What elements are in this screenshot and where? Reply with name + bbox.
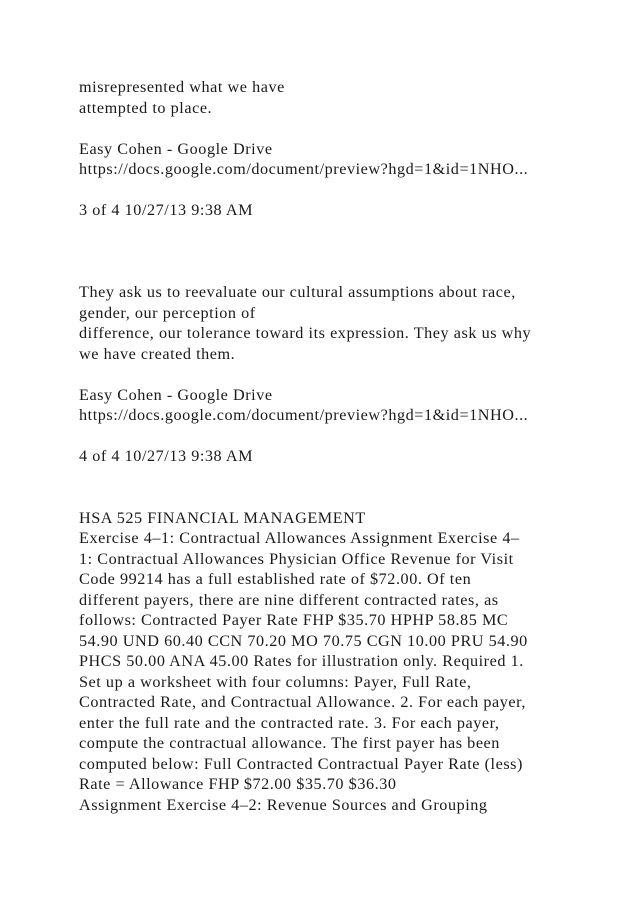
text-line: Set up a worksheet with four columns: Payer, Full Rate, xyxy=(79,672,472,691)
text-line: attempted to place. xyxy=(79,98,213,117)
footer-url: https://docs.google.com/document/preview?hgd=1&id=1NHO... xyxy=(79,160,529,178)
text-line: 1: Contractual Allowances Physician Office Revenue for Visit xyxy=(79,549,514,568)
text-line: Code 99214 has a full established rate of $72.00. Of ten xyxy=(79,570,472,588)
assignment-heading: HSA 525 FINANCIAL MANAGEMENT xyxy=(79,508,366,527)
fragment-paragraph xyxy=(79,77,569,118)
footer-page-info: 3 of 4 10/27/13 9:38 AM xyxy=(79,201,254,219)
text-line: Exercise 4–1: Contractual Allowances Assignment Exercise 4– xyxy=(79,529,520,547)
text-line: PHCS 50.00 ANA 45.00 Rates for illustration only. Required 1. xyxy=(79,652,524,670)
text-line: Assignment Exercise 4–2: Revenue Sources and Grouping xyxy=(79,795,488,814)
text-line: we have created them. xyxy=(79,344,236,363)
text-line: gender, our perception of xyxy=(79,303,256,322)
text-line: misrepresented what we have xyxy=(79,78,285,96)
footer-title: Easy Cohen - Google Drive xyxy=(79,385,273,404)
footer-title: Easy Cohen - Google Drive xyxy=(79,139,273,158)
body-paragraph xyxy=(79,282,569,364)
text-line: compute the contractual allowance. The first payer has been xyxy=(79,734,500,752)
text-line: follows: Contracted Payer Rate FHP $35.70 HPHP 58.85 MC xyxy=(79,611,509,629)
footer-page-info: 4 of 4 10/27/13 9:38 AM xyxy=(79,447,254,465)
document-page xyxy=(79,77,569,815)
page-footer-3 xyxy=(79,139,569,221)
text-line: enter the full rate and the contracted rate. 3. For each payer, xyxy=(79,713,500,732)
text-line: Contracted Rate, and Contractual Allowance. 2. For each payer, xyxy=(79,693,526,711)
assignment-section xyxy=(79,508,569,816)
text-line: 54.90 UND 60.40 CCN 70.20 MO 70.75 CGN 10.00 PRU 54.90 xyxy=(79,631,528,650)
text-line: different payers, there are nine different contracted rates, as xyxy=(79,590,499,609)
text-line: computed below: Full Contracted Contractual Payer Rate (less) xyxy=(79,754,523,773)
text-line: difference, our tolerance toward its expression. They ask us why xyxy=(79,324,532,342)
page-footer-4 xyxy=(79,385,569,467)
text-line: They ask us to reevaluate our cultural assumptions about race, xyxy=(79,283,516,301)
text-line: Rate = Allowance FHP $72.00 $35.70 $36.30 xyxy=(79,775,397,793)
footer-url: https://docs.google.com/document/preview?hgd=1&id=1NHO... xyxy=(79,406,529,424)
